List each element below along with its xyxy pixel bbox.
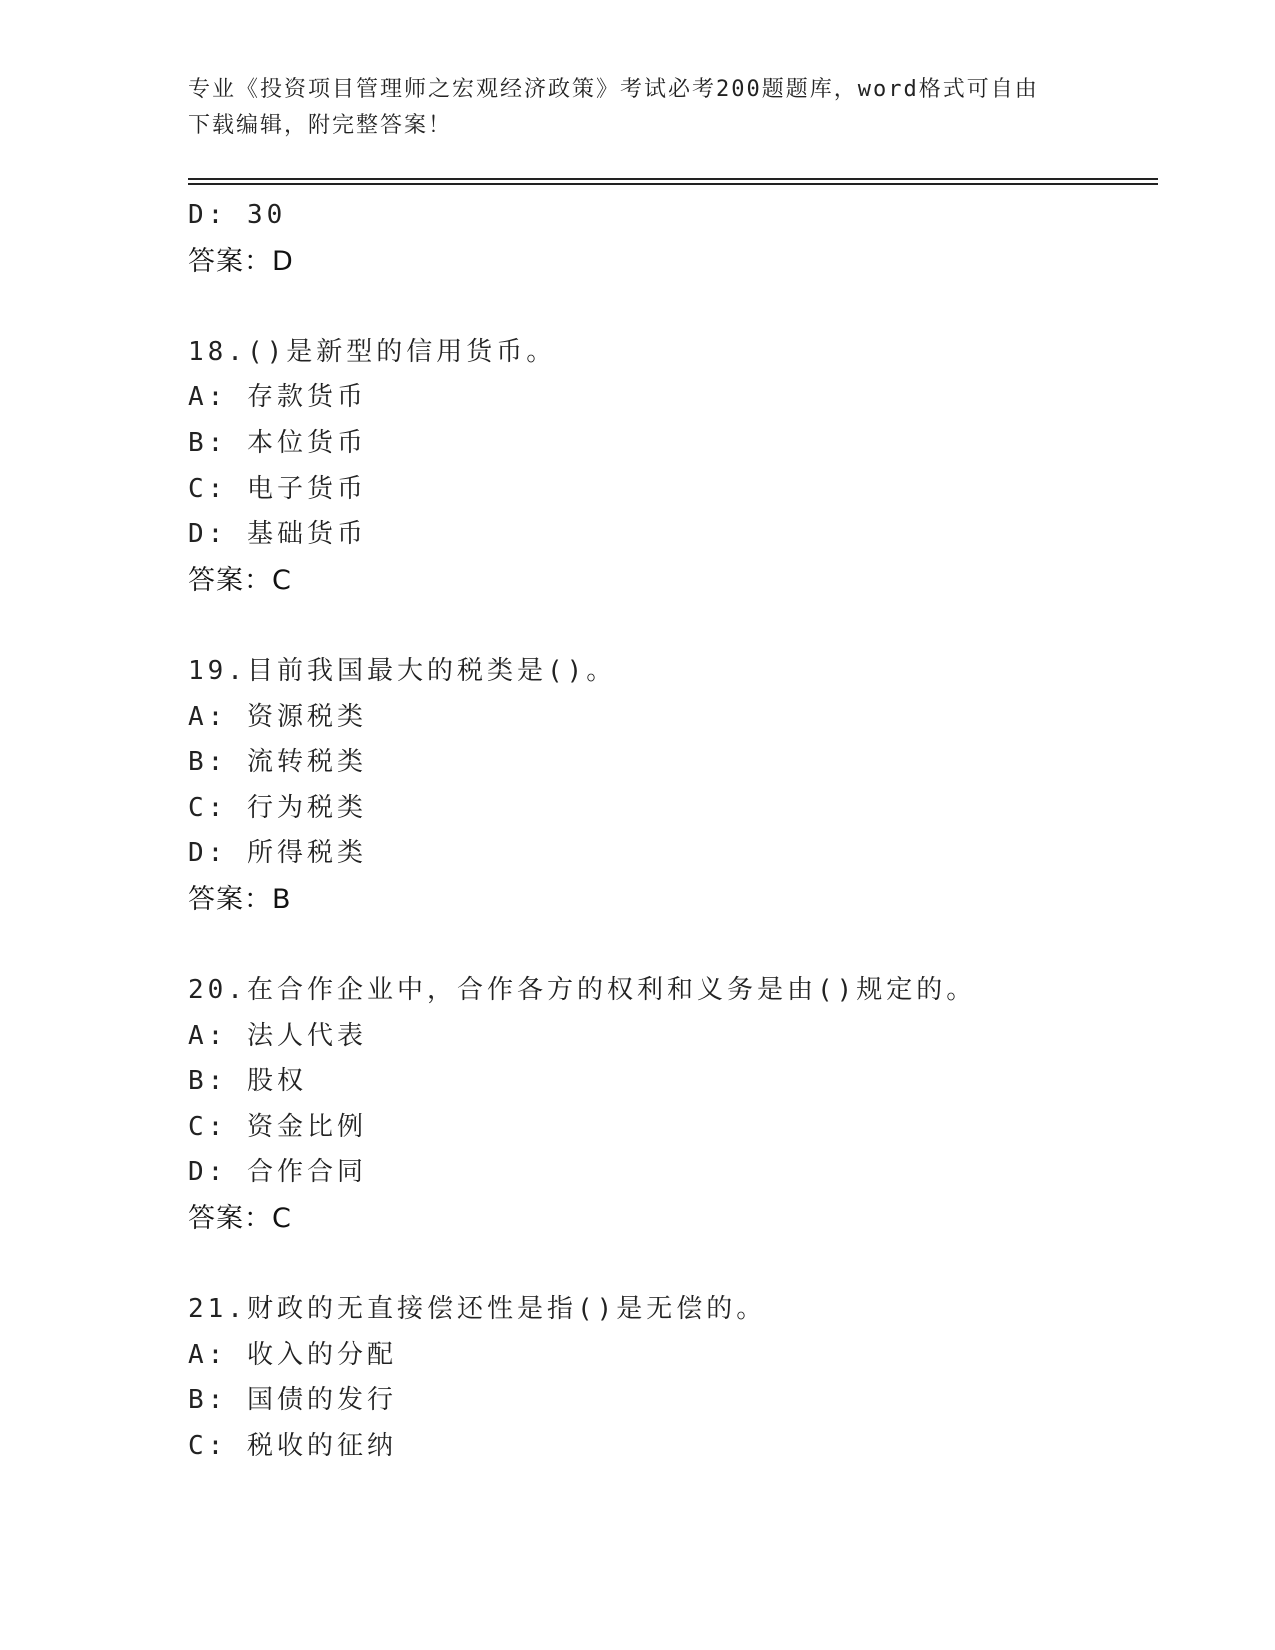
question-18 bbox=[188, 330, 1148, 604]
option-d: D: 所得税类 bbox=[188, 838, 367, 869]
header-title-line-1: 专业《投资项目管理师之宏观经济政策》考试必考200题题库，word格式可自由 bbox=[188, 77, 1039, 102]
answer: 答案：C bbox=[188, 1203, 292, 1235]
spacer bbox=[188, 284, 1148, 330]
option-b: B: 流转税类 bbox=[188, 747, 367, 778]
option-a: A: 法人代表 bbox=[188, 1020, 367, 1051]
document-header bbox=[188, 72, 1088, 144]
header-divider-bottom bbox=[188, 183, 1158, 185]
option-c: C: 电子货币 bbox=[188, 473, 367, 504]
question-list bbox=[188, 193, 1148, 1470]
option-c: C: 税收的征纳 bbox=[188, 1431, 397, 1462]
question-stem: 20.在合作企业中，合作各方的权利和义务是由()规定的。 bbox=[188, 975, 977, 1006]
question-stem: 21.财政的无直接偿还性是指()是无偿的。 bbox=[188, 1294, 767, 1325]
spacer bbox=[188, 603, 1148, 649]
option-d: D: 合作合同 bbox=[188, 1157, 367, 1188]
option-b: B: 国债的发行 bbox=[188, 1385, 397, 1416]
question-stem: 19.目前我国最大的税类是()。 bbox=[188, 655, 617, 686]
option-d: D: 基础货币 bbox=[188, 519, 367, 550]
option-a: A: 资源税类 bbox=[188, 701, 367, 732]
answer: 答案：B bbox=[188, 883, 292, 915]
header-title-line-2: 下载编辑，附完整答案！ bbox=[188, 113, 453, 138]
spacer bbox=[188, 1242, 1148, 1288]
option-b: B: 股权 bbox=[188, 1066, 307, 1097]
question-20 bbox=[188, 968, 1148, 1242]
option-d-carryover: D: 30 bbox=[188, 200, 287, 230]
option-a: A: 存款货币 bbox=[188, 382, 367, 413]
option-c: C: 资金比例 bbox=[188, 1111, 367, 1142]
option-c: C: 行为税类 bbox=[188, 792, 367, 823]
option-b: B: 本位货币 bbox=[188, 427, 367, 458]
question-21 bbox=[188, 1287, 1148, 1469]
answer-carryover: 答案：D bbox=[188, 245, 294, 277]
question-19 bbox=[188, 649, 1148, 923]
option-a: A: 收入的分配 bbox=[188, 1339, 397, 1370]
answer: 答案：C bbox=[188, 564, 292, 596]
spacer bbox=[188, 923, 1148, 969]
question-stem: 18.()是新型的信用货币。 bbox=[188, 336, 557, 367]
header-divider-top bbox=[188, 178, 1158, 180]
